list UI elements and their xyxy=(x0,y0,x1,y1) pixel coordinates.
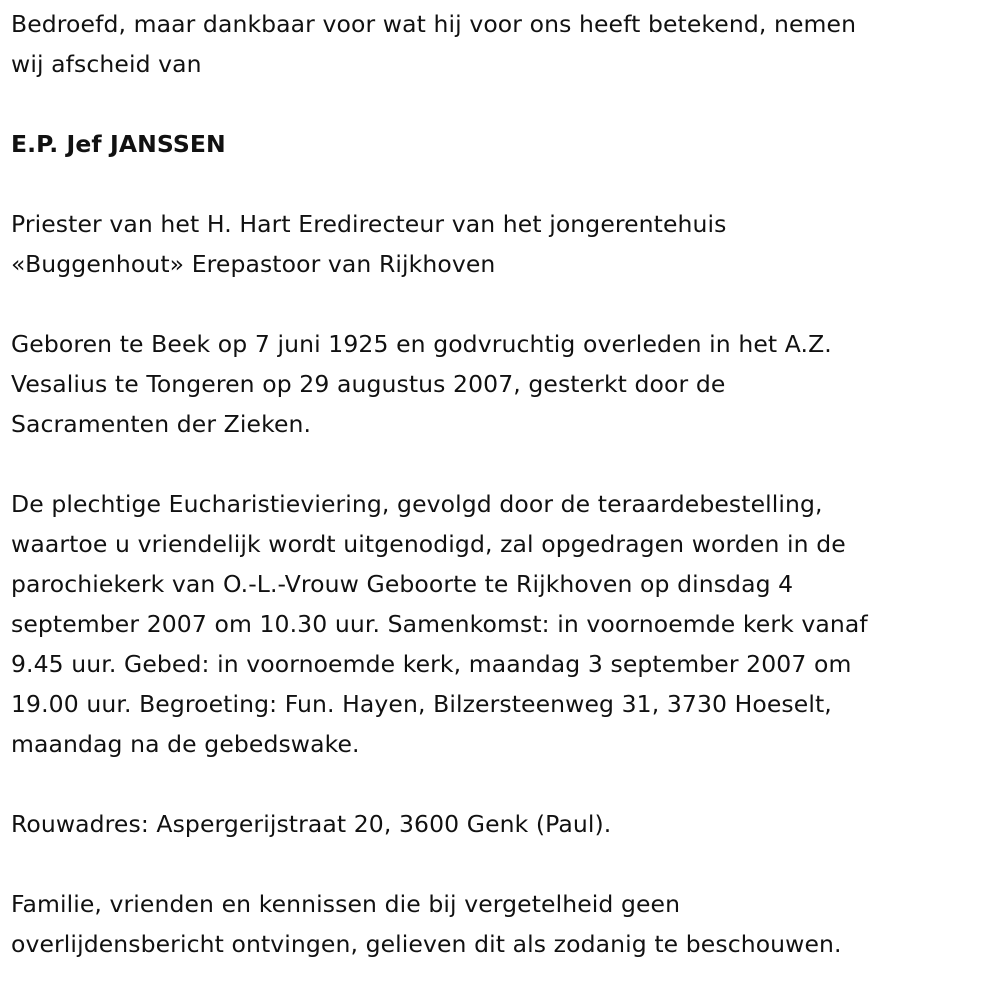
text-line: overlijdensbericht ontvingen, gelieven dit als zodanig te beschouwen. xyxy=(11,930,842,958)
text-line: Geboren te Beek op 7 juni 1925 en godvruchtig overleden in het A.Z. xyxy=(11,330,832,358)
text-line: maandag na de gebedswake. xyxy=(11,730,360,758)
deceased-name xyxy=(11,124,1000,164)
text-line: De plechtige Eucharistieviering, gevolgd door de teraardebestelling, xyxy=(11,490,823,518)
ceremony-paragraph xyxy=(11,484,1000,764)
mourning-address-paragraph xyxy=(11,804,1000,844)
text-line: Rouwadres: Aspergerijstraat 20, 3600 Genk (Paul). xyxy=(11,810,612,838)
birth-death-paragraph xyxy=(11,324,1000,444)
text-line: parochiekerk van O.-L.-Vrouw Geboorte te Rijkhoven op dinsdag 4 xyxy=(11,570,794,598)
text-line: september 2007 om 10.30 uur. Samenkomst: in voornoemde kerk vanaf xyxy=(11,610,868,638)
name-line: E.P. Jef JANSSEN xyxy=(11,130,226,158)
text-line: Sacramenten der Zieken. xyxy=(11,410,312,438)
closing-paragraph xyxy=(11,884,1000,964)
text-line: wij afscheid van xyxy=(11,50,202,78)
intro-paragraph xyxy=(11,4,1000,84)
text-line: 19.00 uur. Begroeting: Fun. Hayen, Bilzersteenweg 31, 3730 Hoeselt, xyxy=(11,690,832,718)
text-line: 9.45 uur. Gebed: in voornoemde kerk, maandag 3 september 2007 om xyxy=(11,650,852,678)
text-line: «Buggenhout» Erepastoor van Rijkhoven xyxy=(11,250,496,278)
text-line: waartoe u vriendelijk wordt uitgenodigd, zal opgedragen worden in de xyxy=(11,530,846,558)
text-line: Vesalius te Tongeren op 29 augustus 2007, gesterkt door de xyxy=(11,370,726,398)
text-line: Priester van het H. Hart Eredirecteur van het jongerentehuis xyxy=(11,210,727,238)
text-line: Bedroefd, maar dankbaar voor wat hij voor ons heeft betekend, nemen xyxy=(11,10,857,38)
text-line: Familie, vrienden en kennissen die bij vergetelheid geen xyxy=(11,890,681,918)
titles-paragraph xyxy=(11,204,1000,284)
